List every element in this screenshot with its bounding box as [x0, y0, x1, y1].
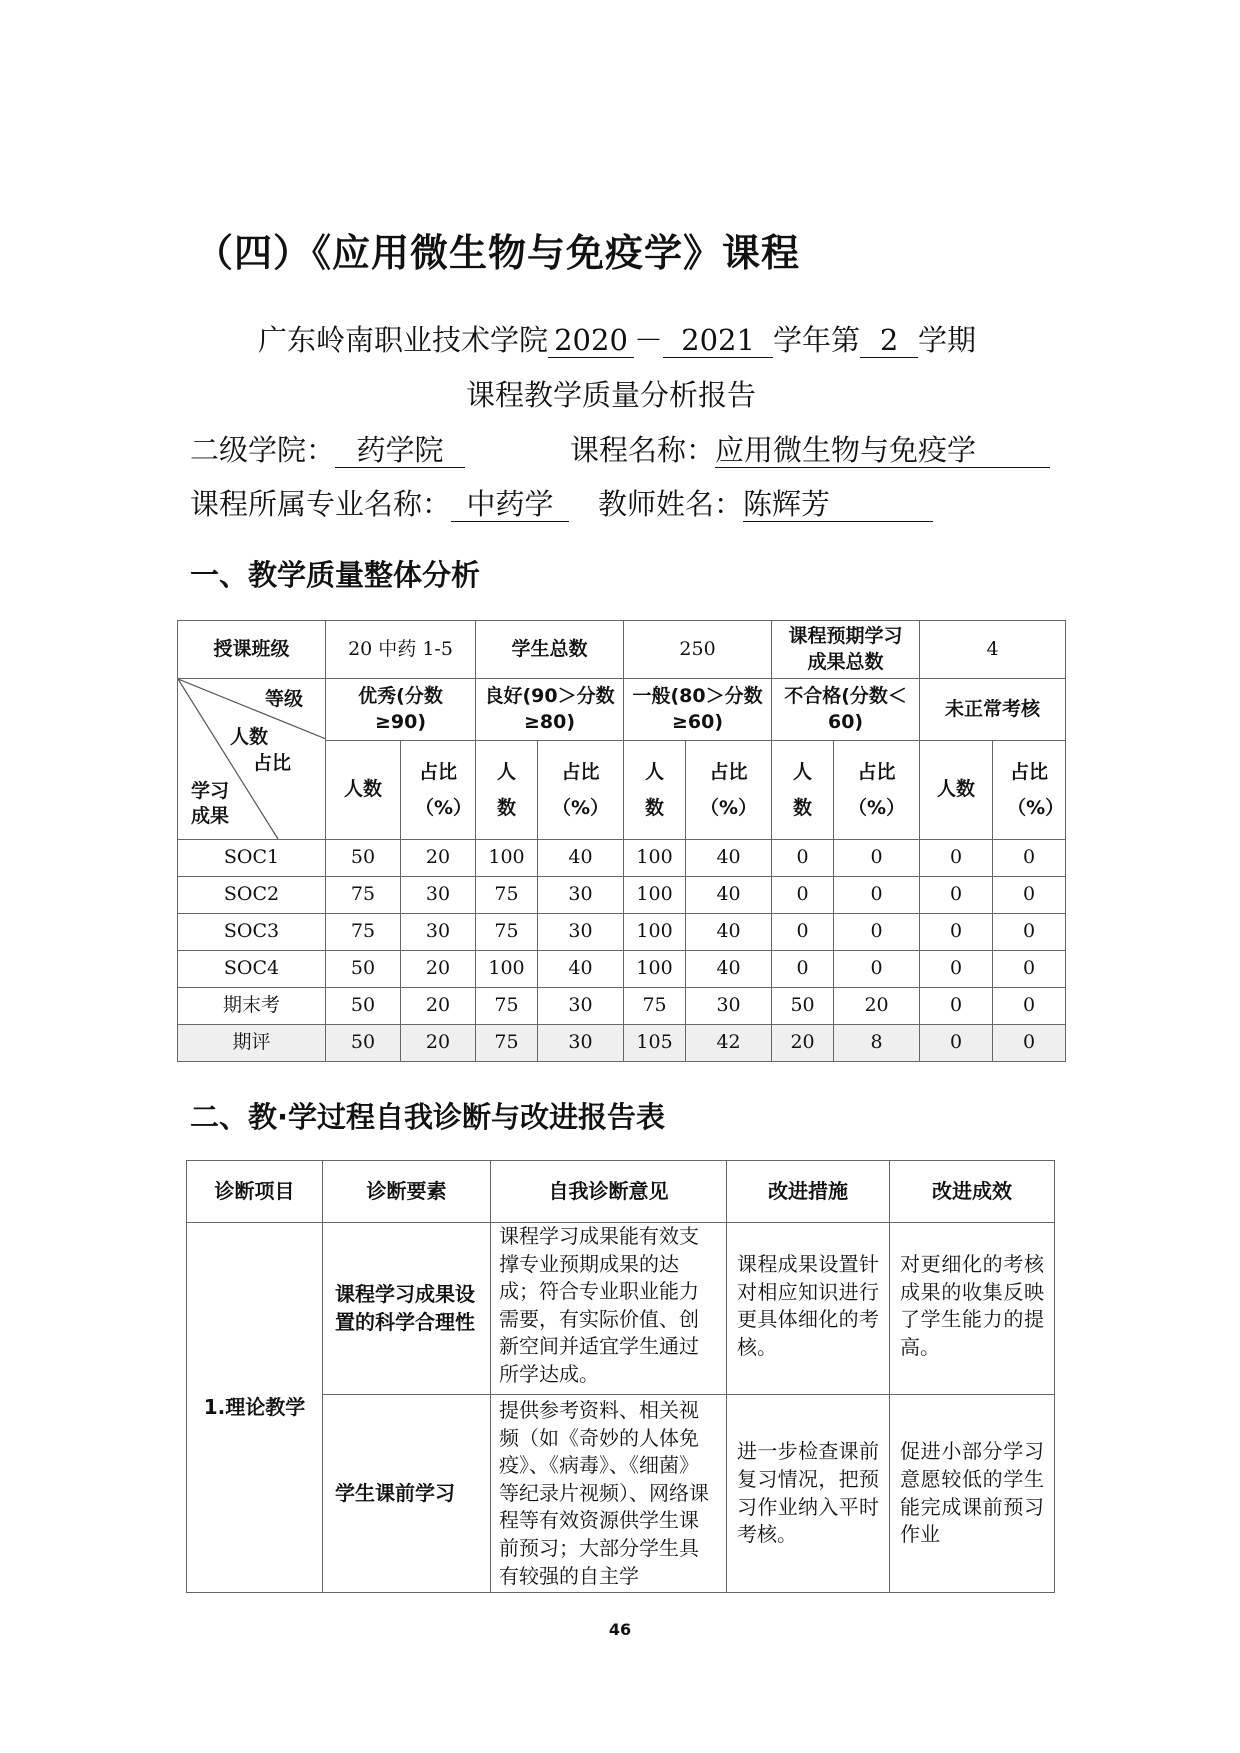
- sub-header: 人数: [920, 741, 993, 840]
- cell: 0: [772, 914, 834, 951]
- row-label: SOC4: [178, 951, 326, 988]
- table-row: [178, 988, 1066, 1025]
- sub-header: 人数: [624, 741, 686, 840]
- cell: 30: [538, 1025, 624, 1062]
- section1-title: 一、教学质量整体分析: [190, 558, 481, 592]
- cell: 50: [326, 1025, 401, 1062]
- cell: 50: [772, 988, 834, 1025]
- diag-outcome-label: 学习成果: [190, 780, 229, 827]
- sub-header: 人数: [476, 741, 538, 840]
- major-label: 课程所属专业名称：: [190, 487, 452, 521]
- opinion-cell: 课程学习成果能有效支撑专业预期成果的达成；符合专业职业能力需要，有实际价值、创新空间并适宜学生通过所学达成。: [491, 1223, 727, 1395]
- cell: 100: [624, 877, 686, 914]
- cell: 0: [834, 840, 920, 877]
- row-label: 期评: [178, 1025, 326, 1062]
- header-element: 诊断要素: [323, 1161, 491, 1223]
- cell: 20: [401, 1025, 476, 1062]
- element-cell: 课程学习成果设置的科学合理性: [323, 1223, 491, 1395]
- info-line1: [190, 428, 465, 469]
- year-start: 2020: [548, 325, 634, 358]
- cell: 50: [326, 840, 401, 877]
- header-opinion: 自我诊断意见: [491, 1161, 727, 1223]
- report-header-line1: [258, 318, 976, 359]
- school-name: 广东岭南职业技术学院: [258, 323, 549, 357]
- cell: 30: [401, 914, 476, 951]
- cell: 20: [401, 951, 476, 988]
- row-label: SOC2: [178, 877, 326, 914]
- course-value: 应用微生物与免疫学: [715, 435, 1050, 468]
- diag-ratio-label: 占比: [253, 752, 292, 774]
- college-label: 二级学院：: [190, 433, 336, 467]
- sub-header: 占比（%）: [538, 741, 624, 840]
- report-title: 课程教学质量分析报告: [466, 378, 757, 412]
- teacher-value: 陈辉芳: [743, 489, 933, 522]
- cell: 50: [326, 988, 401, 1025]
- cell: 40: [686, 840, 772, 877]
- cell: 100: [624, 914, 686, 951]
- table-row: [187, 1223, 1055, 1395]
- sub-header: 占比（%）: [686, 741, 772, 840]
- cell: 0: [834, 951, 920, 988]
- sub-header: 占比（%）: [993, 741, 1066, 840]
- cell: 50: [326, 951, 401, 988]
- cell: 40: [686, 877, 772, 914]
- cell: 40: [686, 951, 772, 988]
- cell: 0: [993, 1025, 1066, 1062]
- cell: 0: [993, 877, 1066, 914]
- cell: 75: [476, 988, 538, 1025]
- info-line2: [190, 482, 569, 523]
- cell: 75: [326, 914, 401, 951]
- cell: 8: [834, 1025, 920, 1062]
- cell: 30: [538, 988, 624, 1025]
- row-label: SOC3: [178, 914, 326, 951]
- quality-analysis-table: [177, 620, 1066, 1062]
- cell: 40: [686, 914, 772, 951]
- table-row: [178, 877, 1066, 914]
- category-cell: 1.理论教学: [187, 1223, 323, 1593]
- cell: 100: [624, 951, 686, 988]
- year-dash: －: [634, 323, 664, 357]
- sub-header: 占比（%）: [834, 741, 920, 840]
- diagonal-header: [178, 679, 326, 840]
- cell: 40: [538, 840, 624, 877]
- cell: 100: [624, 840, 686, 877]
- page-number: 46: [608, 1620, 632, 1639]
- cell: 0: [993, 951, 1066, 988]
- cell: 100: [476, 951, 538, 988]
- cell: 75: [624, 988, 686, 1025]
- cell: 0: [920, 914, 993, 951]
- cell: 0: [772, 840, 834, 877]
- grade-abnormal: 未正常考核: [920, 679, 1066, 741]
- header-item: 诊断项目: [187, 1161, 323, 1223]
- cell: 75: [476, 1025, 538, 1062]
- cell: 0: [834, 877, 920, 914]
- cell: 30: [538, 877, 624, 914]
- diag-count-label: 人数: [230, 726, 269, 748]
- cell: 0: [993, 840, 1066, 877]
- cell: 0: [920, 1025, 993, 1062]
- cell: 0: [834, 914, 920, 951]
- cell: 42: [686, 1025, 772, 1062]
- row-label: 期末考: [178, 988, 326, 1025]
- section2-title: 二、教·学过程自我诊断与改进报告表: [190, 1100, 666, 1134]
- opinion-cell: 提供参考资料、相关视频（如《奇妙的人体免疫》、《病毒》、《细菌》等纪录片视频）、网络课程等有效资源供学生课前预习；大部分学生具有较强的自主学: [491, 1395, 727, 1593]
- table-row: [178, 914, 1066, 951]
- diag-grade-label: 等级: [264, 688, 303, 710]
- course-label: 课程名称：: [570, 433, 716, 467]
- effect-cell: 对更细化的考核成果的收集反映了学生能力的提高。: [890, 1223, 1055, 1395]
- cell: 20: [401, 840, 476, 877]
- grade-fail: 不合格(分数＜60): [772, 679, 920, 741]
- cell: 20: [772, 1025, 834, 1062]
- sub-header: 占比（%）: [401, 741, 476, 840]
- grade-excellent: 优秀(分数≥90): [326, 679, 476, 741]
- measure-cell: 进一步检查课前复习情况，把预习作业纳入平时考核。: [727, 1395, 890, 1593]
- table-row: [178, 840, 1066, 877]
- students-label: 学生总数: [476, 621, 624, 679]
- cell: 100: [476, 840, 538, 877]
- info-course: [570, 428, 1050, 469]
- college-value: 药学院: [335, 435, 465, 468]
- class-label: 授课班级: [178, 621, 326, 679]
- grade-good: 良好(90＞分数≥80): [476, 679, 624, 741]
- header-effect: 改进成效: [890, 1161, 1055, 1223]
- cell: 75: [476, 877, 538, 914]
- diagnosis-table: [186, 1160, 1055, 1593]
- cell: 30: [686, 988, 772, 1025]
- cell: 0: [993, 988, 1066, 1025]
- term-number: 2: [860, 325, 918, 358]
- measure-cell: 课程成果设置针对相应知识进行更具体细化的考核。: [727, 1223, 890, 1395]
- term-suffix: 学期: [918, 323, 977, 357]
- cell: 30: [538, 914, 624, 951]
- sub-header: 人数: [326, 741, 401, 840]
- cell: 0: [920, 988, 993, 1025]
- major-value: 中药学: [451, 489, 569, 522]
- students-value: 250: [624, 621, 772, 679]
- cell: 0: [920, 877, 993, 914]
- outcomes-value: 4: [920, 621, 1066, 679]
- header-measure: 改进措施: [727, 1161, 890, 1223]
- table-row: [178, 1025, 1066, 1062]
- cell: 75: [326, 877, 401, 914]
- cell: 20: [834, 988, 920, 1025]
- class-value: 20 中药 1-5: [326, 621, 476, 679]
- cell: 75: [476, 914, 538, 951]
- cell: 0: [772, 951, 834, 988]
- cell: 105: [624, 1025, 686, 1062]
- cell: 20: [401, 988, 476, 1025]
- page-heading: （四）《应用微生物与免疫学》课程: [195, 231, 801, 275]
- cell: 0: [772, 877, 834, 914]
- cell: 0: [920, 951, 993, 988]
- outcomes-label: 课程预期学习成果总数: [772, 621, 920, 679]
- teacher-label: 教师姓名：: [598, 487, 744, 521]
- cell: 30: [401, 877, 476, 914]
- cell: 0: [920, 840, 993, 877]
- cell: 40: [538, 951, 624, 988]
- sub-header: 人数: [772, 741, 834, 840]
- row-label: SOC1: [178, 840, 326, 877]
- cell: 0: [993, 914, 1066, 951]
- year-end: 2021: [663, 325, 773, 358]
- year-suffix: 学年第: [773, 323, 861, 357]
- effect-cell: 促进小部分学习意愿较低的学生能完成课前预习作业: [890, 1395, 1055, 1593]
- element-cell: 学生课前学习: [323, 1395, 491, 1593]
- grade-average: 一般(80＞分数≥60): [624, 679, 772, 741]
- table-row: [178, 951, 1066, 988]
- info-teacher: [598, 482, 933, 523]
